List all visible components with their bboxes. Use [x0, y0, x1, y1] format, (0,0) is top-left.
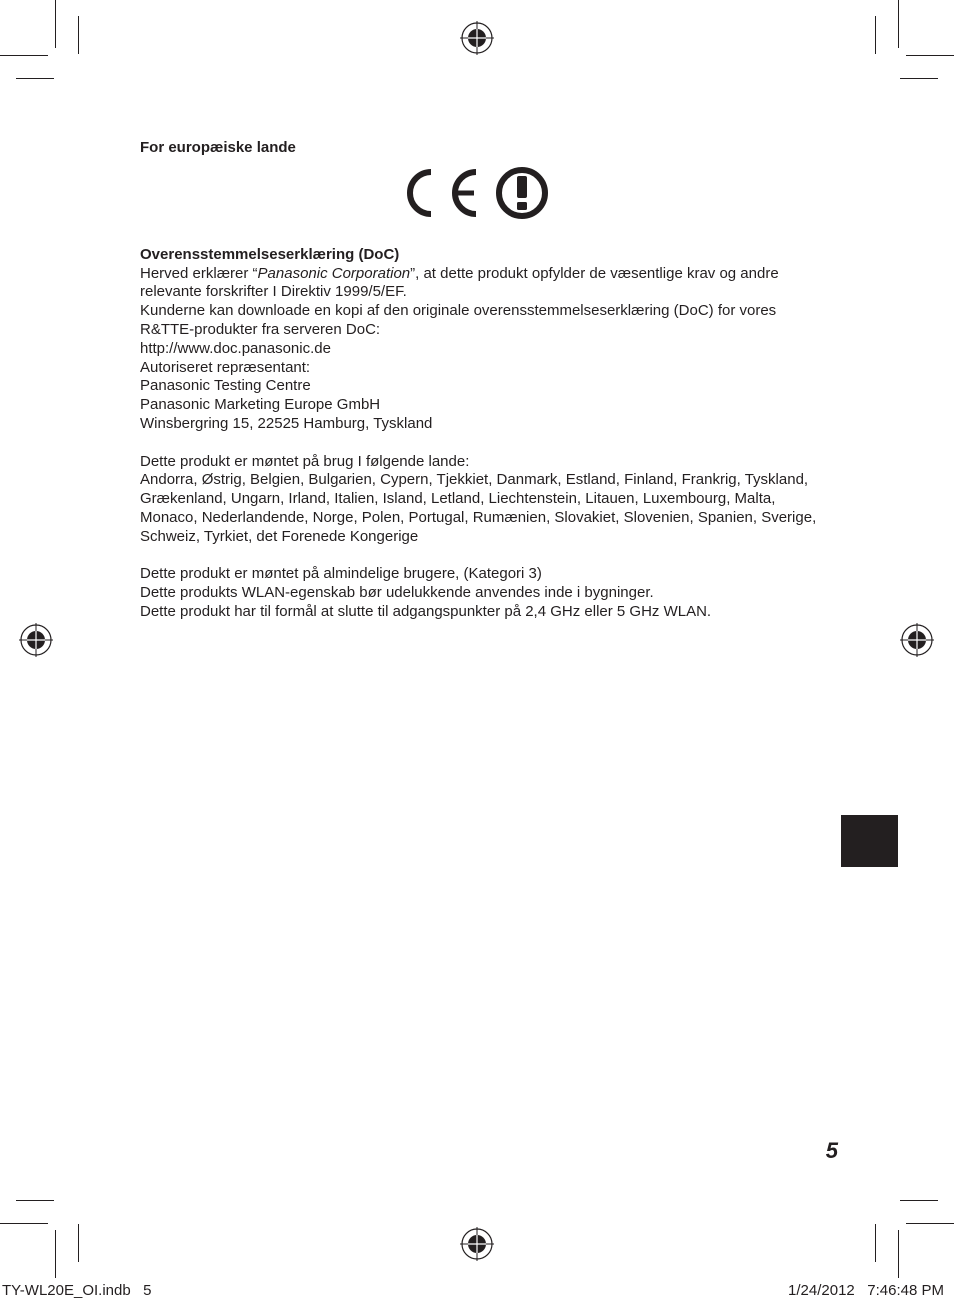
section-heading: For europæiske lande: [140, 139, 296, 156]
spacer: [140, 547, 820, 566]
registration-mark-icon: [460, 1227, 494, 1261]
crop-mark: [0, 55, 48, 56]
countries-intro: Dette produkt er møntet på brug I følgende lande:: [140, 452, 470, 470]
representative-name: Panasonic Testing Centre: [140, 377, 311, 395]
representative-company: Panasonic Marketing Europe GmbH: [140, 396, 381, 414]
crop-mark: [898, 0, 899, 48]
crop-mark: [875, 16, 876, 54]
usage-indoor: Dette produkts WLAN-egenskab bør udelukkende anvendes inde i bygninger.: [140, 584, 654, 602]
doc-url: http://www.doc.panasonic.de: [140, 339, 331, 357]
countries-list: Andorra, Østrig, Belgien, Bulgarien, Cypern, Tjekkiet, Danmark, Estland, Finland, Frankrig, Tyskland, Grækenland, Ungarn, Irland, Italien, Island, Letland, Liechtenstein, Litauen, Luxembourg, Malta, Monaco, Nederlandende, Norge, Polen, Portugal, Rumænien, Slovakiet, Slovenien, Spanien, Sverige, Schweiz, Tyrkiet, det Forenede Kongerige: [140, 471, 817, 545]
crop-mark: [55, 1230, 56, 1278]
registration-mark-icon: [19, 623, 53, 657]
page-content: [140, 139, 820, 622]
doc-title: Overensstemmelseserklæring (DoC): [140, 245, 400, 263]
language-tab: [841, 815, 898, 867]
company-name: Panasonic Corporation: [257, 264, 411, 282]
crop-mark: [875, 1224, 876, 1262]
spacer: [140, 434, 820, 453]
usage-category: Dette produkt er møntet på almindelige brugere, (Kategori 3): [140, 565, 542, 583]
doc-download-text: Kunderne kan downloade en kopi af den originale overensstemmelseserklæring (DoC) for vores R&TTE-produkter fra serveren DoC:: [140, 302, 777, 338]
crop-mark: [16, 1200, 54, 1201]
crop-mark: [900, 78, 938, 79]
crop-mark: [898, 1230, 899, 1278]
usage-frequency: Dette produkt har til formål at slutte til adgangspunkter på 2,4 GHz eller 5 GHz WLAN.: [140, 602, 712, 620]
spacer: [140, 158, 820, 246]
doc-declaration-before: Herved erklærer “: [140, 264, 258, 282]
footer-timestamp: 1/24/2012 7:46:48 PM: [788, 1282, 944, 1299]
registration-mark-icon: [460, 21, 494, 55]
crop-mark: [55, 0, 56, 48]
crop-mark: [900, 1200, 938, 1201]
page-number: 5: [825, 1138, 838, 1163]
crop-mark: [0, 1223, 48, 1224]
representative-label: Autoriseret repræsentant:: [140, 358, 311, 376]
footer-filename: TY-WL20E_OI.indb 5: [2, 1282, 152, 1299]
doc-declaration-after: ”, at dette produkt opfylder de væsentlige krav og andre relevante forskrifter I Direktiv 1999/5/EF.: [140, 264, 779, 301]
crop-mark: [16, 78, 54, 79]
crop-mark: [78, 1224, 79, 1262]
representative-address: Winsbergring 15, 22525 Hamburg, Tyskland: [140, 414, 433, 432]
crop-mark: [906, 1223, 954, 1224]
doc-declaration: [140, 265, 820, 303]
crop-mark: [906, 55, 954, 56]
crop-mark: [78, 16, 79, 54]
registration-mark-icon: [900, 623, 934, 657]
